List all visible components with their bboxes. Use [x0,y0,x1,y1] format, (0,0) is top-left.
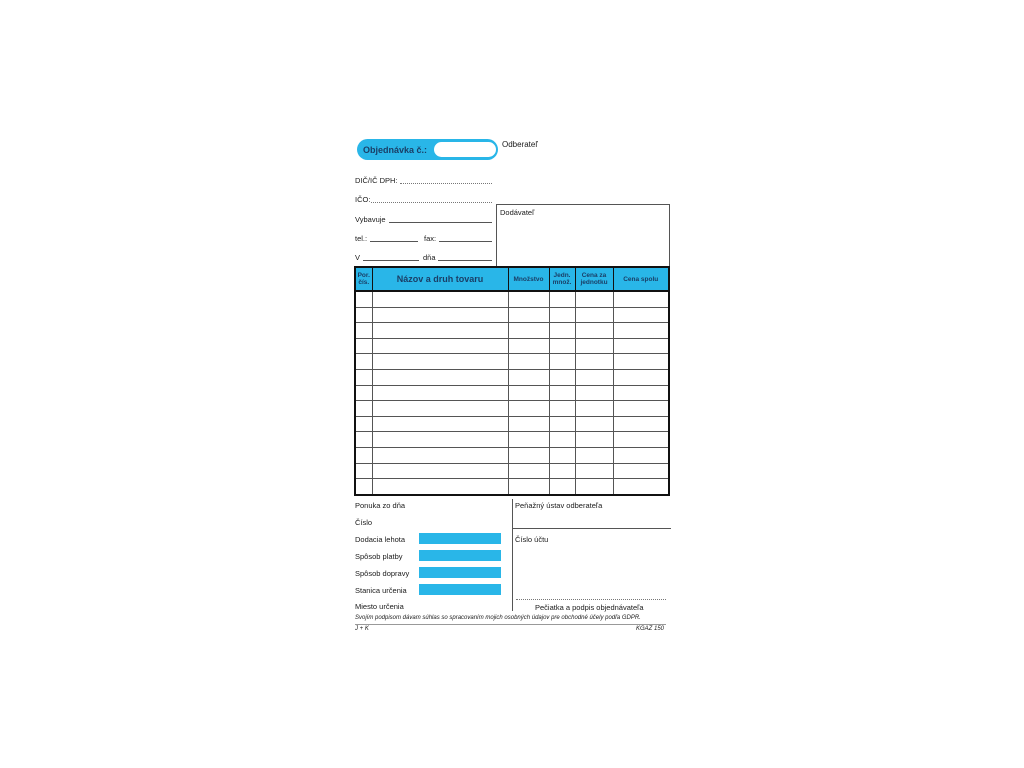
table-cell[interactable] [356,291,372,307]
column-header-item-name: Názov a druh tovaru [372,268,508,291]
table-row [356,416,668,432]
table-cell[interactable] [372,323,508,339]
table-cell[interactable] [575,307,613,323]
table-cell[interactable] [575,479,613,494]
fax-line[interactable] [439,241,492,242]
table-row [356,432,668,448]
stamp-signature-label: Pečiatka a podpis objednávateľa [535,603,644,612]
table-row [356,369,668,385]
table-cell[interactable] [549,479,575,494]
payment-method-field[interactable] [419,550,501,561]
buyer-label: Odberateľ [502,140,538,149]
supplier-label: Dodávateľ [500,208,535,217]
table-cell[interactable] [575,385,613,401]
table-row [356,463,668,479]
column-header-total-price: Cena spolu [613,268,668,291]
table-cell[interactable] [508,354,549,370]
bank-line[interactable] [512,528,671,529]
transport-method-field[interactable] [419,567,501,578]
table-cell[interactable] [356,369,372,385]
table-cell[interactable] [549,291,575,307]
table-cell[interactable] [613,338,668,354]
table-cell[interactable] [613,447,668,463]
table-cell[interactable] [356,307,372,323]
table-cell[interactable] [508,307,549,323]
table-row [356,307,668,323]
form-code-label: KGAZ 150 [636,626,665,632]
table-cell[interactable] [575,369,613,385]
table-cell[interactable] [613,432,668,448]
signature-line[interactable] [516,599,666,600]
column-header-quantity: Množstvo [508,268,549,291]
table-cell[interactable] [508,323,549,339]
table-cell[interactable] [372,291,508,307]
table-cell[interactable] [372,401,508,417]
prepared-by-line[interactable] [389,222,492,223]
table-cell[interactable] [356,401,372,417]
table-cell[interactable] [356,479,372,494]
table-cell[interactable] [549,401,575,417]
destination-place-label: Miesto určenia [355,602,404,611]
table-cell[interactable] [508,479,549,494]
table-row [356,385,668,401]
table-header-row [356,268,668,291]
publisher-label: J + K [355,626,369,632]
table-cell[interactable] [372,338,508,354]
place-line[interactable] [363,260,419,261]
table-cell[interactable] [575,416,613,432]
table-row [356,447,668,463]
column-header-unit-price: Cena za jednotku [575,268,613,291]
table-cell[interactable] [508,401,549,417]
gdpr-consent-text: Svojím podpisom dávam súhlas so spracovaním mojich osobných údajov pre obchodné účely podľa GDPR. [355,615,641,621]
table-cell[interactable] [372,354,508,370]
ico-line[interactable] [371,202,492,203]
table-cell[interactable] [508,447,549,463]
table-cell[interactable] [613,354,668,370]
table-cell[interactable] [613,307,668,323]
footer-divider [355,624,666,625]
transport-method-label: Spôsob dopravy [355,569,410,578]
table-cell[interactable] [613,401,668,417]
table-cell[interactable] [356,432,372,448]
account-label: Číslo účtu [515,535,549,544]
table-row [356,338,668,354]
column-header-unit: Jedn. množ. [549,268,575,291]
table-row [356,291,668,307]
number-label: Číslo [355,518,373,527]
table-cell[interactable] [549,416,575,432]
place-label: V [355,253,361,262]
table-cell[interactable] [549,338,575,354]
table-cell[interactable] [575,291,613,307]
table-cell[interactable] [508,385,549,401]
table-row [356,401,668,417]
table-cell[interactable] [356,354,372,370]
order-form [353,135,671,640]
table-cell[interactable] [372,447,508,463]
table-cell[interactable] [575,401,613,417]
date-label: dňa [423,253,436,262]
prepared-by-label: Vybavuje [355,215,386,224]
table-cell[interactable] [549,307,575,323]
table-cell[interactable] [549,447,575,463]
table-cell[interactable] [613,479,668,494]
table-cell[interactable] [613,369,668,385]
delivery-time-label: Dodacia lehota [355,535,406,544]
table-cell[interactable] [549,369,575,385]
table-cell[interactable] [575,432,613,448]
table-cell[interactable] [613,463,668,479]
table-cell[interactable] [508,369,549,385]
column-header-number: Por. čís. [356,268,372,291]
delivery-time-field[interactable] [419,533,501,544]
tel-line[interactable] [370,241,418,242]
table-cell[interactable] [549,385,575,401]
table-cell[interactable] [549,432,575,448]
table-cell[interactable] [372,432,508,448]
order-number-pill [357,139,498,160]
table-cell[interactable] [372,369,508,385]
table-cell[interactable] [549,323,575,339]
order-number-label: Objednávka č.: [363,145,428,155]
bottom-divider [512,499,513,611]
table-cell[interactable] [356,447,372,463]
table-cell[interactable] [356,385,372,401]
table-cell[interactable] [508,432,549,448]
supplier-box[interactable] [496,204,670,268]
table-cell[interactable] [575,463,613,479]
table-cell[interactable] [549,354,575,370]
table-cell[interactable] [356,416,372,432]
table-cell[interactable] [372,479,508,494]
ico-label: IČO: [355,195,371,204]
table-cell[interactable] [356,338,372,354]
table-cell[interactable] [372,385,508,401]
table-row [356,354,668,370]
tel-label: tel.: [355,234,368,243]
table-cell[interactable] [575,447,613,463]
table-cell[interactable] [372,463,508,479]
table-cell[interactable] [356,323,372,339]
table-cell[interactable] [356,463,372,479]
dic-line[interactable] [400,183,492,184]
offer-date-label: Ponuka zo dňa [355,501,406,510]
table-cell[interactable] [508,416,549,432]
table-cell[interactable] [613,385,668,401]
date-line[interactable] [438,260,492,261]
table-cell[interactable] [575,354,613,370]
items-table [354,266,670,496]
fax-label: fax: [424,234,437,243]
table-cell[interactable] [508,338,549,354]
table-cell[interactable] [372,307,508,323]
table-cell[interactable] [613,291,668,307]
table-cell[interactable] [613,323,668,339]
order-number-field[interactable] [434,142,496,157]
table-row [356,323,668,339]
table-cell[interactable] [575,338,613,354]
table-cell[interactable] [575,323,613,339]
table-cell[interactable] [508,463,549,479]
bank-label: Peňažný ústav odberateľa [515,501,603,510]
payment-method-label: Spôsob platby [355,552,403,561]
table-cell[interactable] [508,291,549,307]
table-row [356,479,668,494]
table-cell[interactable] [372,416,508,432]
destination-station-label: Stanica určenia [355,586,407,595]
destination-station-field[interactable] [419,584,501,595]
dic-label: DIČ/IČ DPH: [355,176,398,185]
table-cell[interactable] [549,463,575,479]
table-cell[interactable] [613,416,668,432]
